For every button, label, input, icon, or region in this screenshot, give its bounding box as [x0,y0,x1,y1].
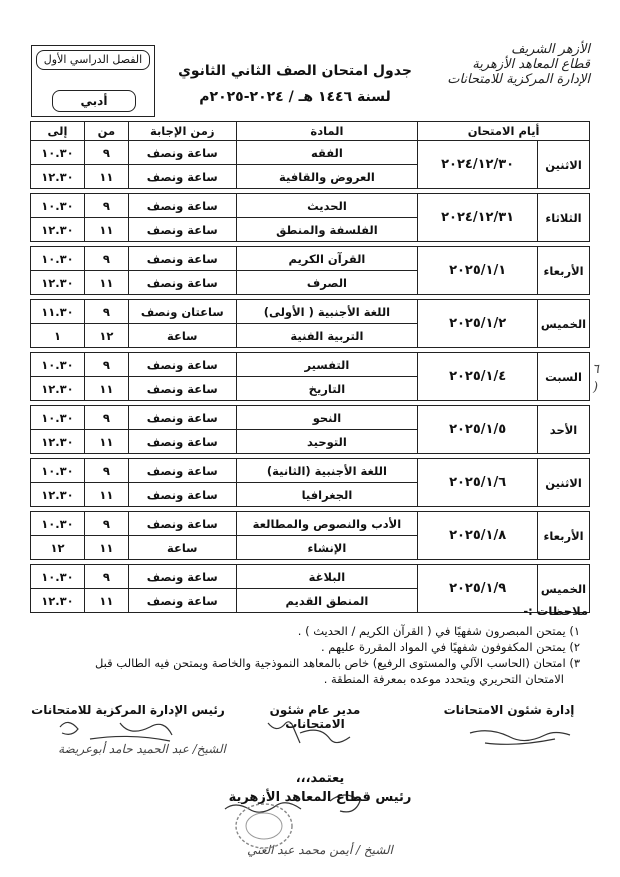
duration-cell: ساعة ونصف [128,271,236,295]
duration-cell: ساعة ونصف [128,512,236,536]
from-cell: ٩ [84,194,128,218]
exam-date: ٢٠٢٥/١/١ [418,247,538,295]
schedule-table [30,121,590,613]
subject-cell: الأدب والنصوص والمطالعة [236,512,418,536]
subject-cell: الفقه [236,141,418,165]
duration-cell: ساعة ونصف [128,218,236,242]
header-subject: المادة [236,122,418,141]
to-cell: ١٢ [31,536,85,560]
to-cell: ١٠.٣٠ [31,353,85,377]
exam-date: ٢٠٢٥/١/٦ [418,459,538,507]
duration-cell: ساعة ونصف [128,483,236,507]
subject-cell: النحو [236,406,418,430]
from-cell: ٩ [84,459,128,483]
table-row [31,353,590,377]
schedule-body [31,141,590,613]
margin-mark-1: ٦ [592,362,599,377]
official-stamp-icon [232,800,296,852]
organization-header [415,42,590,87]
exam-date: ٢٠٢٥/١/٩ [418,565,538,613]
subject-cell: الحديث [236,194,418,218]
head-name: الشيخ/ عبد الحميد حامد أبوعريضة [58,742,226,756]
header-duration: زمن الإجابة [128,122,236,141]
sector-head-name: الشيخ / أيمن محمد عبد الغني [247,843,393,857]
semester-label: الفصل الدراسي الأول [36,50,150,70]
duration-cell: ساعة ونصف [128,141,236,165]
notes-title: ملاحظات :- [523,604,588,618]
to-cell: ١٠.٣٠ [31,194,85,218]
table-row [31,459,590,483]
exam-date: ٢٠٢٥/١/٤ [418,353,538,401]
to-cell: ١ [31,324,85,348]
exam-day: الخميس [538,565,590,613]
org-line-1: الأزهر الشريف [511,42,590,57]
exam-date: ٢٠٢٥/١/٥ [418,406,538,454]
exam-date: ٢٠٢٥/١/٨ [418,512,538,560]
table-row [31,194,590,218]
to-cell: ١٠.٣٠ [31,459,85,483]
to-cell: ١٠.٣٠ [31,565,85,589]
duration-cell: ساعة [128,324,236,348]
header-from: من [84,122,128,141]
to-cell: ١١.٣٠ [31,300,85,324]
from-cell: ١١ [84,377,128,401]
schedule-title: جدول امتحان الصف الثاني الثانوي [178,63,412,79]
note-item-1: ١) يمتحن المبصرون شفهيًا في ( القرآن الكريم / الحديث ) . [297,624,580,638]
exam-day: الخميس [538,300,590,348]
section-label: أدبي [52,90,136,112]
from-cell: ٩ [84,353,128,377]
exam-day: الأربعاء [538,512,590,560]
duration-cell: ساعة ونصف [128,459,236,483]
subject-cell: التاريخ [236,377,418,401]
from-cell: ٩ [84,300,128,324]
from-cell: ١١ [84,430,128,454]
duration-cell: ساعة ونصف [128,165,236,189]
sector-head-title: رئيس قطاع المعاهد الأزهرية [228,790,412,805]
subject-cell: الفلسفة والمنطق [236,218,418,242]
header-days: أيام الامتحان [418,122,590,141]
table-row [31,512,590,536]
table-row [31,565,590,589]
to-cell: ١٢.٣٠ [31,165,85,189]
subject-cell: الصرف [236,271,418,295]
duration-cell: ساعة ونصف [128,247,236,271]
table-row [31,141,590,165]
academic-year: لسنة ١٤٤٦ هـ / ٢٠٢٤-٢٠٢٥م [199,89,391,105]
subject-cell: التوحيد [236,430,418,454]
duration-cell: ساعتان ونصف [128,300,236,324]
subject-cell: القرآن الكريم [236,247,418,271]
to-cell: ١٢.٣٠ [31,589,85,613]
org-line-2: قطاع المعاهد الأزهرية [472,57,590,72]
from-cell: ١١ [84,536,128,560]
subject-cell: المنطق القديم [236,589,418,613]
duration-cell: ساعة ونصف [128,353,236,377]
from-cell: ٩ [84,512,128,536]
from-cell: ١١ [84,271,128,295]
header-to: إلى [31,122,85,141]
to-cell: ١٠.٣٠ [31,247,85,271]
note-item-2: ٢) يمتحن المكفوفون شفهيًا في المواد المقررة عليهم . [320,640,580,654]
from-cell: ٩ [84,247,128,271]
duration-cell: ساعة ونصف [128,377,236,401]
from-cell: ١٢ [84,324,128,348]
to-cell: ١٠.٣٠ [31,512,85,536]
notes-section [28,603,588,687]
duration-cell: ساعة ونصف [128,565,236,589]
exam-day: الاثنين [538,141,590,189]
exam-day: الأربعاء [538,247,590,295]
from-cell: ١١ [84,218,128,242]
to-cell: ١٠.٣٠ [31,406,85,430]
subject-cell: اللغة الأجنبية ( الأولى) [236,300,418,324]
subject-cell: اللغة الأجنبية (الثانية) [236,459,418,483]
signature-head: رئيس الإدارة المركزية للامتحانات [31,703,225,717]
exam-day: الأحد [538,406,590,454]
approval-label: يعتمد،،، [295,771,345,786]
note-item-3: ٣) امتحان (الحاسب الآلي والمستوى الرفيع) خاص بالمعاهد النموذجية والخاصة ويمتحن فيه الطالب قبل [94,656,580,670]
to-cell: ١٠.٣٠ [31,141,85,165]
from-cell: ٩ [84,406,128,430]
signature-dept: إدارة شئون الامتحانات [443,703,575,717]
semester-box [31,45,155,117]
subject-cell: التربية الفنية [236,324,418,348]
to-cell: ١٢.٣٠ [31,483,85,507]
from-cell: ١١ [84,589,128,613]
from-cell: ١١ [84,483,128,507]
table-row [31,406,590,430]
duration-cell: ساعة ونصف [128,430,236,454]
exam-day: السبت [538,353,590,401]
duration-cell: ساعة [128,536,236,560]
to-cell: ١٢.٣٠ [31,218,85,242]
from-cell: ٩ [84,565,128,589]
to-cell: ١٢.٣٠ [31,430,85,454]
table-row [31,247,590,271]
to-cell: ١٢.٣٠ [31,377,85,401]
exam-day: الثلاثاء [538,194,590,242]
subject-cell: الإنشاء [236,536,418,560]
note-item-3-continuation: الامتحان التحريري ويتحدد موعده بمعرفة المنطقة . [323,672,564,686]
subject-cell: التفسير [236,353,418,377]
table-row [31,300,590,324]
subject-cell: الجغرافيا [236,483,418,507]
exam-date: ٢٠٢٤/١٢/٣١ [418,194,538,242]
subject-cell: البلاغة [236,565,418,589]
exam-day: الاثنين [538,459,590,507]
from-cell: ١١ [84,165,128,189]
org-line-3: الإدارة المركزية للامتحانات [447,72,590,87]
duration-cell: ساعة ونصف [128,406,236,430]
exam-date: ٢٠٢٥/١/٢ [418,300,538,348]
subject-cell: العروض والقافية [236,165,418,189]
table-header-row [31,122,590,141]
exam-date: ٢٠٢٤/١٢/٣٠ [418,141,538,189]
duration-cell: ساعة ونصف [128,589,236,613]
schedule-title-block [175,58,415,110]
duration-cell: ساعة ونصف [128,194,236,218]
signature-director: مدير عام شئون الامتحانات [269,703,361,731]
from-cell: ٩ [84,141,128,165]
margin-mark-2: ( [593,380,599,395]
to-cell: ١٢.٣٠ [31,271,85,295]
